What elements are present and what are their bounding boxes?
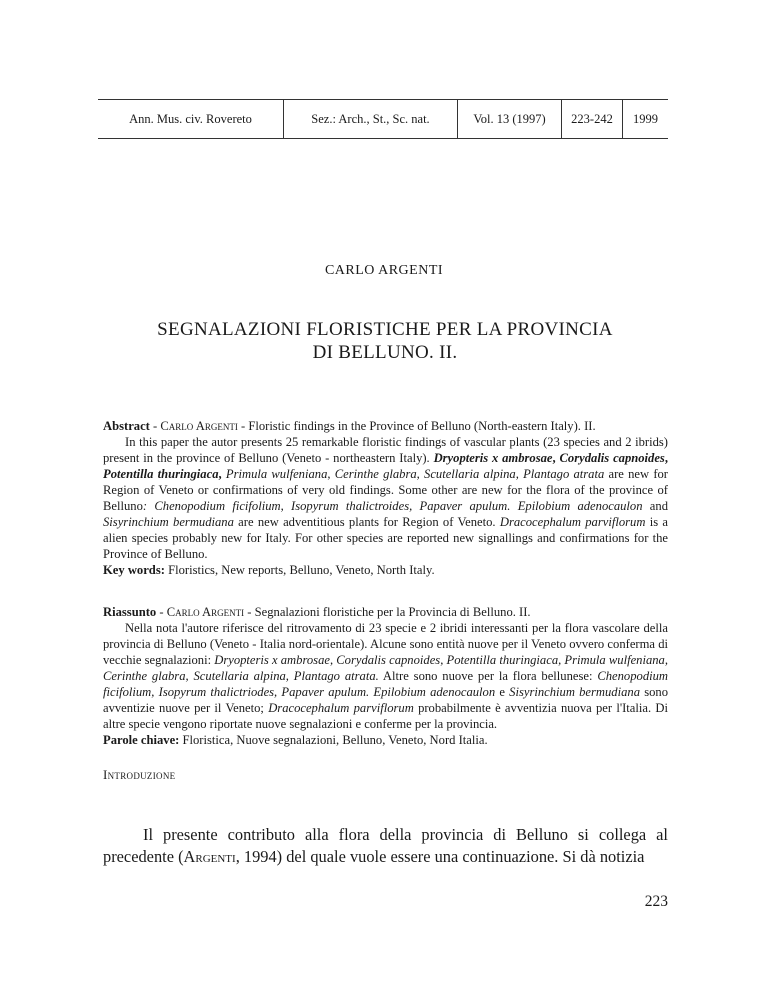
keywords-label: Key words: xyxy=(103,563,165,577)
riassunto-text-2: Altre sono nuove per la flora bellunese: xyxy=(378,669,598,683)
sep: , xyxy=(218,467,226,481)
abstract-text-5: is a alien species probably new for Italy. For other species are reported new signallings and confirmations for the Province of Belluno. xyxy=(103,515,668,561)
title-line-1: SEGNALAZIONI FLORISTICHE PER LA PROVINCIA xyxy=(157,319,613,340)
riassunto-text xyxy=(103,620,668,732)
page-number: 223 xyxy=(644,893,668,910)
species-list-belluno: Chenopodium ficifolium, Isopyrum thalictriodes, Papaver apulum. Epilobium adenocaulon xyxy=(103,669,669,699)
riassunto-heading xyxy=(103,604,668,620)
species-sisyrinchium: Sisyrinchium bermudiana xyxy=(103,515,234,529)
riassunto-text-3: e xyxy=(495,685,510,699)
abstract-text-2: are new for Region of Veneto or confirmations of very old findings. Some other are new for the flora of the province of Belluno xyxy=(103,467,669,513)
species-list-belluno: : Chenopodium ficifolium, Isopyrum thalictroides, Papaver apulum. Epilobium adenocaulon xyxy=(142,499,643,513)
riassunto-text-4: sono avventizie nuove per il Veneto; xyxy=(103,685,668,715)
intro-text-1: Il presente contributo alla flora della provincia di Belluno si collega al precedente ( xyxy=(103,825,668,866)
abstract-text-4: are new adventitious plants for Region of Veneto. xyxy=(233,515,500,529)
species-dracocephalum: Dracocephalum parviflorum xyxy=(499,515,646,529)
riassunto-text-5: probabilmente è avventizia nuova per l'Italia. Di altre specie vengono riportate nuove segnalazioni e conferme per la provincia. xyxy=(103,701,668,731)
title-line-2: DI BELLUNO. II. xyxy=(312,342,458,363)
species-list-veneto: Dryopteris x ambrosae, Corydalis capnoides, Potentilla thuringiaca, Primula wulfeniana, Cerinthe glabra, Scutellaria alpina, Plantago atrata. xyxy=(103,653,669,683)
publication-year: 1999 xyxy=(633,111,658,126)
species-corydalis: Corydalis capnoides xyxy=(559,451,665,465)
journal-header xyxy=(98,99,668,139)
species-sisyrinchium: Sisyrinchium bermudiana xyxy=(509,685,640,699)
citation-author: Argenti xyxy=(183,847,236,866)
riassunto-dash: - xyxy=(156,605,167,619)
abstract-text xyxy=(103,434,668,562)
sep: , xyxy=(664,451,668,465)
riassunto-label: Riassunto xyxy=(103,605,157,619)
abstract-text-3: and xyxy=(642,499,668,513)
abstract-keywords xyxy=(103,562,668,578)
abstract-section xyxy=(103,418,668,578)
intro-paragraph xyxy=(103,824,668,868)
intro-text-2: , 1994) del quale vuole essere una continuazione. Si dà notizia xyxy=(235,847,645,866)
riassunto-text-1: Nella nota l'autore riferisce del ritrovamento di 23 specie e 2 ibridi interessanti per la flora vascolare della provincia di Belluno (Veneto - Italia nord-orientale). Alcune sono entità nuove per il Veneto ovvero conferma di vecchie segnalazioni: xyxy=(103,621,668,667)
parole-chiave-text: Floristica, Nuove segnalazioni, Belluno, Veneto, Nord Italia. xyxy=(179,733,488,747)
species-primula: Primula wulfeniana xyxy=(225,467,328,481)
riassunto-section xyxy=(103,604,668,748)
sep: , xyxy=(327,467,335,481)
abstract-title: - Floristic findings in the Province of Belluno (North-eastern Italy). II. xyxy=(237,419,596,433)
parole-chiave-label: Parole chiave: xyxy=(103,733,180,747)
abstract-dash: - xyxy=(149,419,161,433)
journal-name: Ann. Mus. civ. Rovereto xyxy=(98,100,284,138)
paper-title xyxy=(100,318,670,364)
abstract-label: Abstract xyxy=(103,419,150,433)
journal-volume: Vol. 13 (1997) xyxy=(458,100,562,138)
species-dracocephalum: Dracocephalum parviflorum xyxy=(268,701,414,715)
riassunto-author: Carlo Argenti xyxy=(166,605,245,619)
keywords-text: Floristics, New reports, Belluno, Veneto, North Italy. xyxy=(164,563,435,577)
sep: , xyxy=(552,451,560,465)
abstract-author: Carlo Argenti xyxy=(160,419,238,433)
abstract-text-1: In this paper the autor presents 25 remarkable floristic findings of vascular plants (23 species and 2 ibrids) present in the province of Belluno (Veneto - northeastern Italy). xyxy=(103,435,668,465)
body-paragraph xyxy=(103,824,668,868)
abstract-heading xyxy=(103,418,668,434)
section-heading: Introduzione xyxy=(103,767,176,782)
species-potentilla: Potentilla thuringiaca xyxy=(103,467,219,481)
riassunto-title: - Segnalazioni floristiche per la Provincia di Belluno. II. xyxy=(244,605,531,619)
journal-section: Sez.: Arch., St., Sc. nat. xyxy=(284,100,458,138)
riassunto-keywords xyxy=(103,732,668,748)
species-list-veneto: Cerinthe glabra, Scutellaria alpina, Plantago atrata xyxy=(334,467,605,481)
species-dryopteris: Dryopteris x ambrosae xyxy=(433,451,553,465)
page-range: 223-242 xyxy=(562,100,623,138)
author-name: CARLO ARGENTI xyxy=(324,263,444,278)
